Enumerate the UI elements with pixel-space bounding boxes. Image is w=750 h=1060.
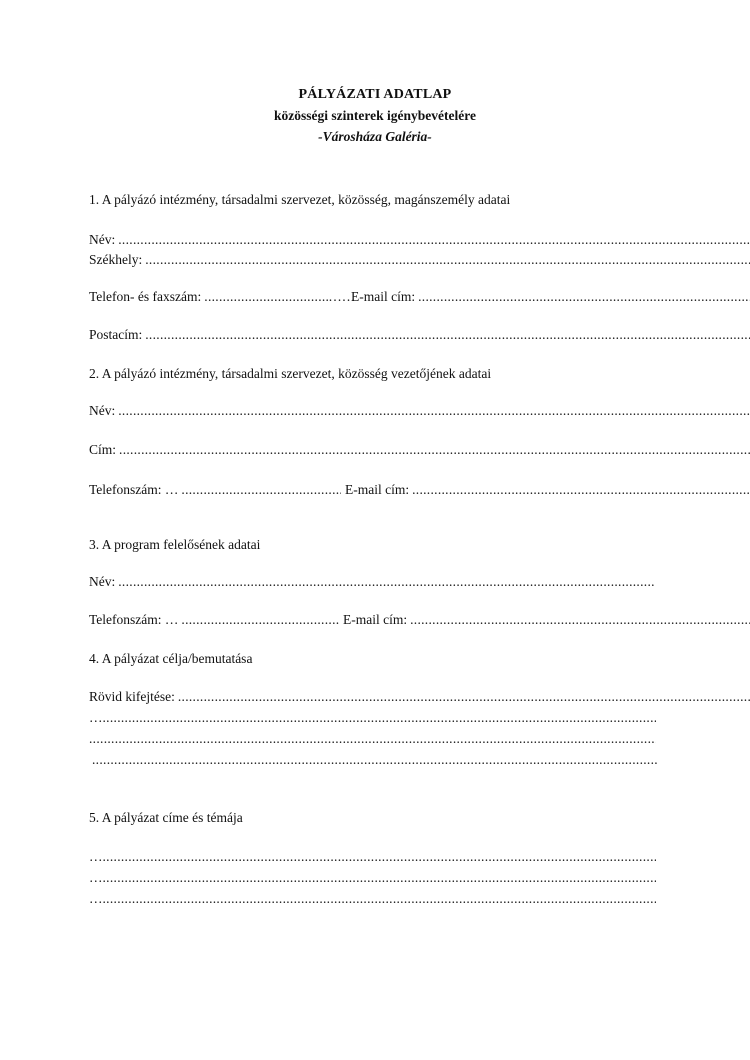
summary-line-2-blank[interactable] bbox=[103, 708, 657, 728]
leader-contact-row bbox=[89, 480, 750, 500]
summary-label: Rövid kifejtése: bbox=[89, 689, 175, 704]
section-5-heading: 5. A pályázat címe és témája bbox=[89, 810, 243, 825]
form-header bbox=[0, 84, 750, 147]
manager-phone-label: Telefonszám: … bbox=[89, 612, 179, 627]
summary-field[interactable] bbox=[89, 687, 750, 707]
title-theme-line-1[interactable] bbox=[89, 847, 656, 867]
manager-phone-field[interactable] bbox=[89, 610, 339, 630]
title-theme-line-2-blank[interactable] bbox=[103, 868, 657, 888]
leader-phone-field[interactable] bbox=[89, 480, 341, 500]
summary-line-2[interactable] bbox=[89, 708, 656, 728]
applicant-name-blank[interactable] bbox=[118, 230, 750, 250]
applicant-seat-label: Székhely: bbox=[89, 252, 143, 267]
applicant-name-label: Név: bbox=[89, 232, 116, 247]
leader-address-label: Cím: bbox=[89, 442, 117, 457]
applicant-postal-field[interactable] bbox=[89, 325, 750, 345]
manager-name-field[interactable] bbox=[89, 572, 655, 592]
leader-address-field[interactable] bbox=[89, 440, 750, 460]
section-3-heading: 3. A program felelősének adatai bbox=[89, 537, 261, 552]
summary-line-4-blank[interactable] bbox=[92, 750, 657, 770]
section-2-heading: 2. A pályázó intézmény, társadalmi szervezet, közösség vezetőjének adatai bbox=[89, 366, 492, 381]
leader-name-blank[interactable] bbox=[118, 401, 750, 421]
summary-line-3-blank[interactable] bbox=[89, 729, 656, 749]
summary-line-4[interactable] bbox=[92, 750, 657, 770]
applicant-phone-fax-field[interactable] bbox=[89, 287, 356, 307]
leader-name-label: Név: bbox=[89, 403, 116, 418]
title-theme-line-2-prefix: … bbox=[89, 870, 103, 885]
form-subtitle: közösségi szinterek igénybevételére bbox=[274, 108, 476, 123]
manager-name-label: Név: bbox=[89, 574, 116, 589]
manager-contact-row bbox=[89, 610, 750, 630]
section-4-heading: 4. A pályázat célja/bemutatása bbox=[89, 651, 253, 666]
applicant-name-field[interactable] bbox=[89, 230, 750, 250]
title-theme-line-1-prefix: … bbox=[89, 849, 103, 864]
summary-line-2-prefix: … bbox=[89, 710, 103, 725]
leader-email-field[interactable] bbox=[341, 480, 750, 500]
manager-phone-blank[interactable] bbox=[181, 610, 339, 630]
applicant-seat-blank[interactable] bbox=[145, 250, 750, 270]
section-1-heading: 1. A pályázó intézmény, társadalmi szervezet, közösség, magánszemély adatai bbox=[89, 192, 511, 207]
title-theme-line-3-blank[interactable] bbox=[103, 889, 657, 909]
summary-blank[interactable] bbox=[178, 687, 750, 707]
form-title: PÁLYÁZATI ADATLAP bbox=[298, 87, 452, 102]
manager-email-label: E-mail cím: bbox=[343, 612, 408, 627]
manager-name-blank[interactable] bbox=[118, 572, 655, 592]
leader-email-label: E-mail cím: bbox=[345, 482, 410, 497]
summary-line-3[interactable] bbox=[89, 729, 656, 749]
manager-email-field[interactable] bbox=[339, 610, 750, 630]
applicant-phone-fax-tail: …… bbox=[328, 289, 356, 304]
leader-address-blank[interactable] bbox=[119, 440, 750, 460]
applicant-phone-fax-label: Telefon- és faxszám: bbox=[89, 289, 202, 304]
applicant-email-label: E-mail cím: bbox=[351, 289, 416, 304]
title-theme-line-1-blank[interactable] bbox=[103, 847, 657, 867]
applicant-postal-blank[interactable] bbox=[145, 325, 750, 345]
applicant-postal-label: Postacím: bbox=[89, 327, 143, 342]
leader-phone-label: Telefonszám: … bbox=[89, 482, 179, 497]
applicant-contact-row bbox=[89, 287, 750, 307]
applicant-email-blank[interactable] bbox=[418, 287, 750, 307]
title-theme-line-2[interactable] bbox=[89, 868, 656, 888]
manager-email-blank[interactable] bbox=[410, 610, 750, 630]
leader-email-blank[interactable] bbox=[412, 480, 750, 500]
form-venue: -Városháza Galéria- bbox=[318, 129, 432, 144]
title-theme-line-3-prefix: … bbox=[89, 891, 103, 906]
applicant-phone-fax-blank[interactable] bbox=[204, 287, 328, 307]
leader-phone-blank[interactable] bbox=[181, 480, 341, 500]
applicant-seat-field[interactable] bbox=[89, 250, 750, 270]
applicant-email-field[interactable] bbox=[347, 287, 750, 307]
title-theme-line-3[interactable] bbox=[89, 889, 656, 909]
leader-name-field[interactable] bbox=[89, 401, 750, 421]
